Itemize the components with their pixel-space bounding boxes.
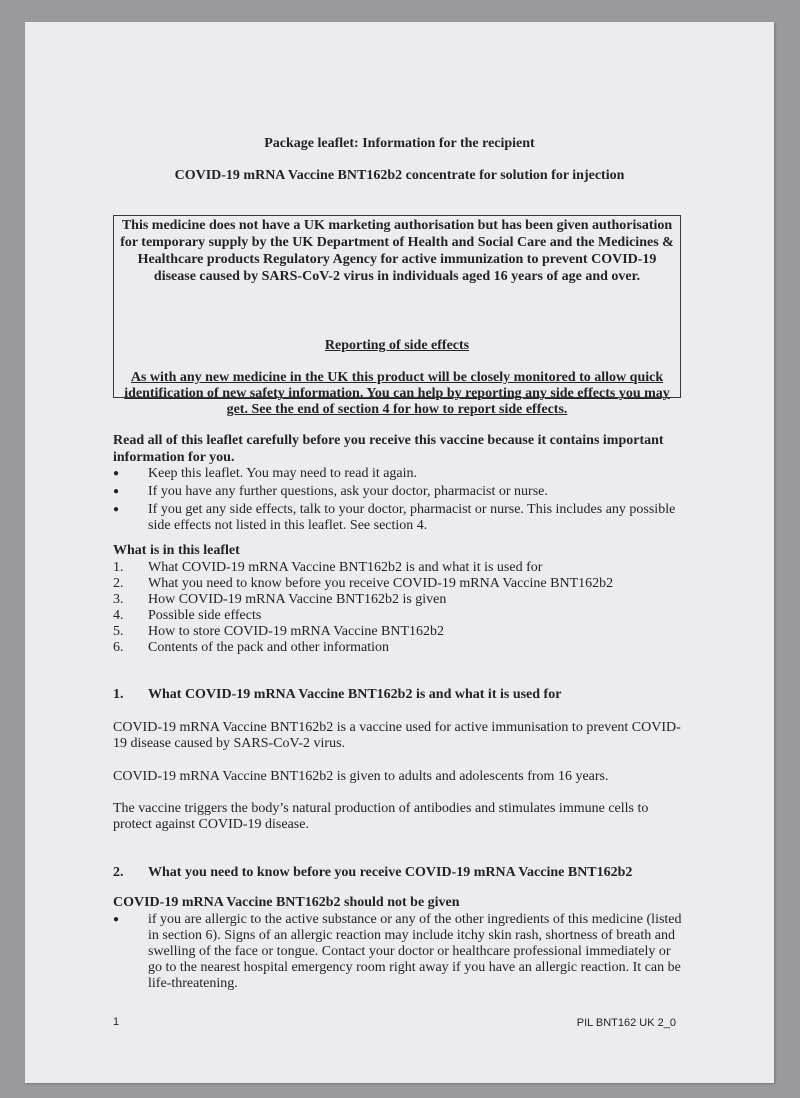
- contents-item: 3. How COVID-19 mRNA Vaccine BNT162b2 is given: [113, 592, 447, 607]
- bullet-icon: ●: [113, 468, 120, 479]
- leaflet-title: Package leaflet: Information for the recipient: [264, 136, 535, 151]
- contents-section: [113, 543, 683, 656]
- section-2-subheading: COVID-19 mRNA Vaccine BNT162b2 should not be given: [113, 895, 460, 910]
- contents-heading: What is in this leaflet: [113, 543, 240, 558]
- bullet-icon: ●: [113, 914, 120, 925]
- contents-item: 5. How to store COVID-19 mRNA Vaccine BNT162b2: [113, 624, 445, 639]
- contents-item: 1. What COVID-19 mRNA Vaccine BNT162b2 is and what it is used for: [113, 560, 543, 575]
- section-2-heading: 2. What you need to know before you receive COVID-19 mRNA Vaccine BNT162b2: [113, 865, 633, 880]
- intro-section: [113, 432, 683, 534]
- section-1-paragraph: COVID-19 mRNA Vaccine BNT162b2 is a vaccine used for active immunisation to prevent COVID-19 disease caused by SARS-CoV-2 virus.: [113, 720, 681, 751]
- reporting-heading: Reporting of side effects: [324, 338, 470, 353]
- document-code: PIL BNT162 UK 2_0: [576, 1017, 676, 1029]
- list-item: ● Keep this leaflet. You may need to read it again.: [113, 466, 418, 481]
- list-item: ● If you have any further questions, ask your doctor, pharmacist or nurse.: [113, 484, 548, 499]
- list-item: ● if you are allergic to the active substance or any of the other ingredients of this medicine (listed in section 6). Signs of an allergic reaction may include itchy skin rash, shortness of breath and swelling of the face or tongue. Contact your doctor or healthcare professional immediately or go to the nearest hospital emergency room right away if you have an allergic reaction. It can be life-threatening.: [113, 912, 682, 991]
- intro-heading: Read all of this leaflet carefully before you receive this vaccine because it contains important information for you.: [113, 433, 664, 465]
- leaflet-page: [25, 22, 774, 1083]
- authorisation-notice-box: [113, 215, 681, 417]
- section-1-paragraph: The vaccine triggers the body’s natural production of antibodies and stimulates immune cells to protect against COVID-19 disease.: [113, 801, 649, 832]
- authorisation-text: This medicine does not have a UK marketing authorisation but has been given authorisation for temporary supply by the UK Department of Health and Social Care and the Medicines & Healthcare products Regulatory Agency for active immunization to prevent COVID-19 disease caused by SARS-CoV-2 virus in individuals aged 16 years of age and over.: [120, 218, 674, 284]
- bullet-icon: ●: [113, 486, 120, 497]
- section-2-list: [113, 912, 683, 992]
- section-1-paragraph: COVID-19 mRNA Vaccine BNT162b2 is given to adults and adolescents from 16 years.: [113, 769, 609, 784]
- bullet-icon: ●: [113, 504, 120, 515]
- product-name: COVID-19 mRNA Vaccine BNT162b2 concentrate for solution for injection: [174, 168, 625, 183]
- contents-item: 6. Contents of the pack and other information: [113, 640, 390, 655]
- list-item: ● If you get any side effects, talk to your doctor, pharmacist or nurse. This includes any possible side effects not listed in this leaflet. See section 4.: [113, 502, 676, 533]
- page-number: 1: [113, 1016, 120, 1028]
- contents-item: 4. Possible side effects: [113, 608, 262, 623]
- section-1-heading: 1. What COVID-19 mRNA Vaccine BNT162b2 is and what it is used for: [113, 687, 562, 702]
- contents-item: 2. What you need to know before you receive COVID-19 mRNA Vaccine BNT162b2: [113, 576, 614, 591]
- reporting-text: As with any new medicine in the UK this product will be closely monitored to allow quick identification of new safety information. You can help by reporting any side effects you may get. See the end of section 4 for how to report side effects.: [124, 370, 670, 417]
